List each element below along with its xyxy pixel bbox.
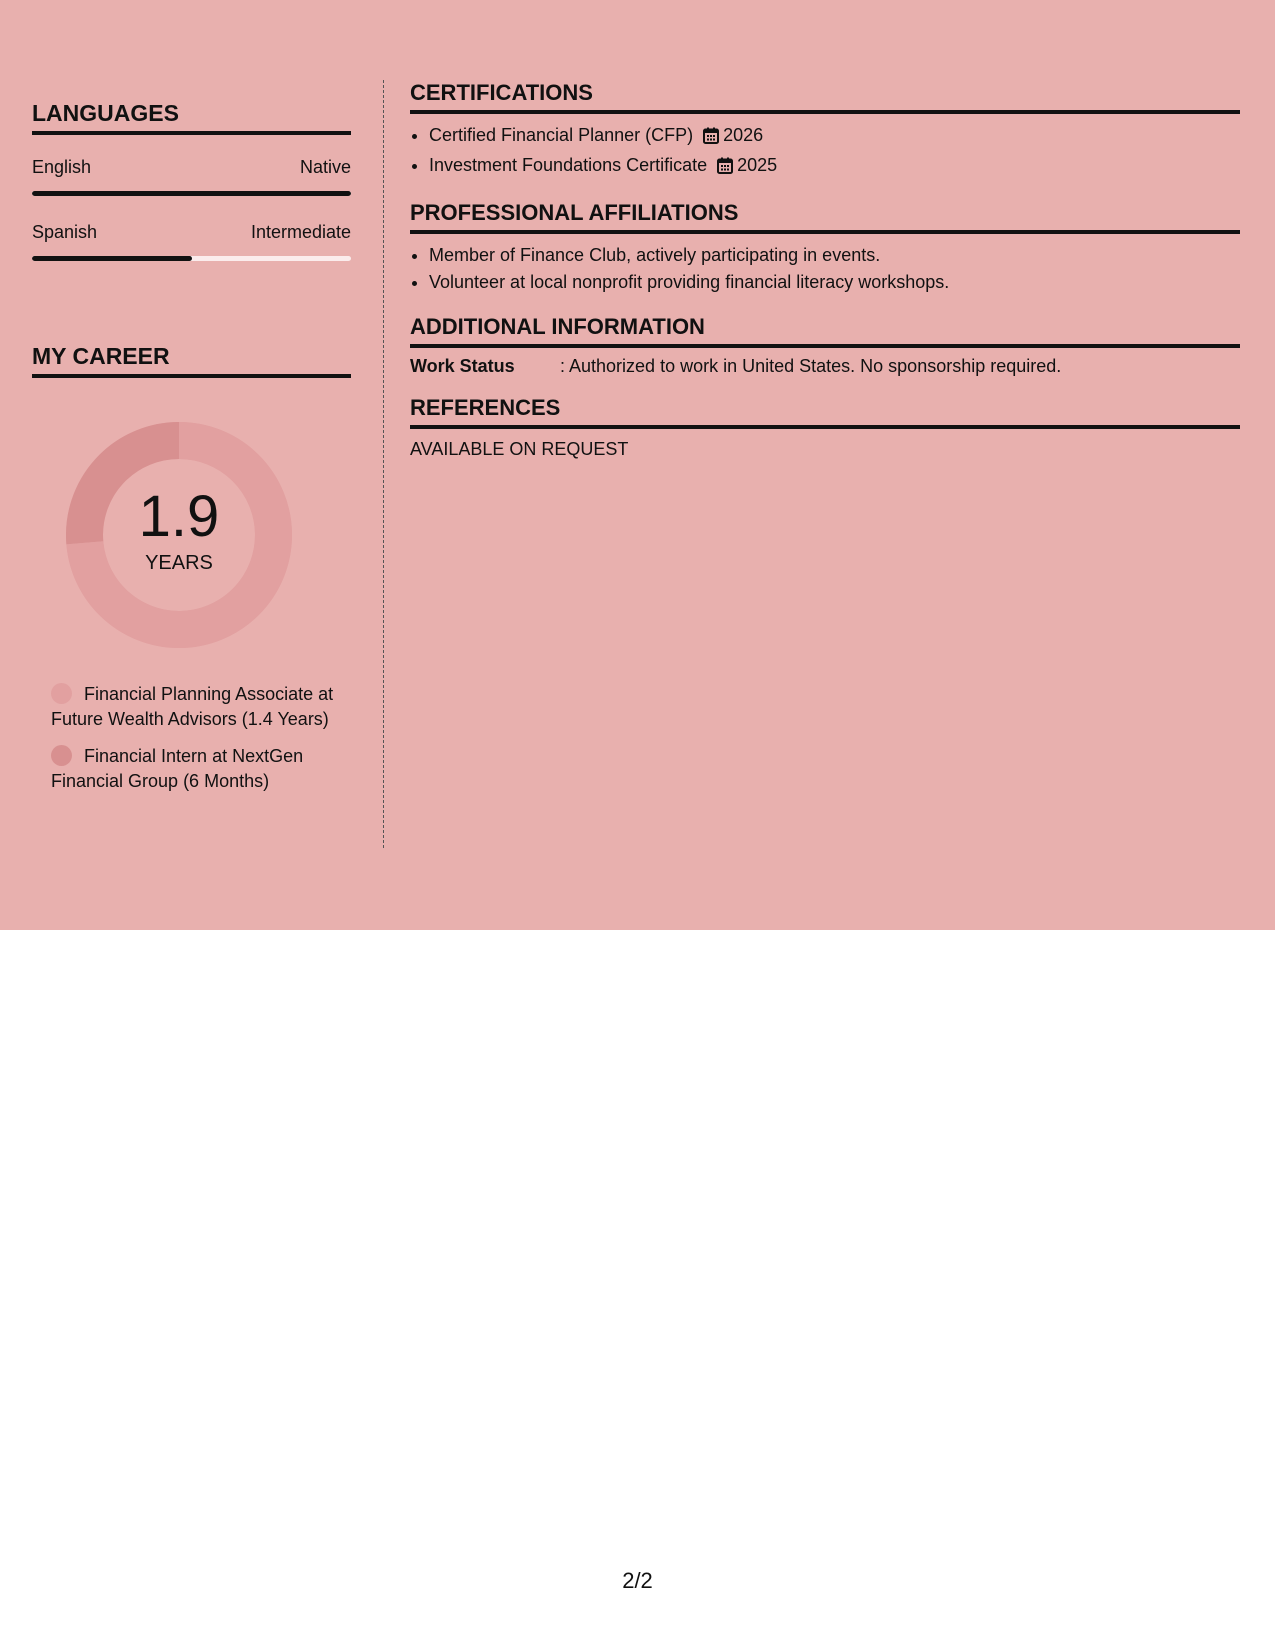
certification-name: Investment Foundations Certificate (429, 155, 708, 175)
references-heading: REFERENCES (410, 395, 1240, 429)
languages-heading: LANGUAGES (32, 100, 351, 135)
career-total-unit: YEARS (145, 551, 213, 574)
certification-item (429, 152, 1240, 182)
certification-name: Certified Financial Planner (CFP) (429, 125, 694, 145)
career-heading: MY CAREER (32, 343, 351, 378)
work-status-row (410, 356, 1240, 377)
legend-dot (51, 745, 72, 766)
career-total-value: 1.9 (138, 483, 220, 549)
language-name: Spanish (32, 222, 98, 242)
language-level: Intermediate (250, 222, 351, 242)
career-role-label: Financial Intern at NextGen Financial Group (6 Months) (51, 746, 304, 791)
affiliation-item: • Member of Finance Club, actively participating in events. (429, 242, 1240, 269)
certification-year: 2026 (723, 125, 764, 145)
left-column (32, 80, 351, 806)
page-number: 2/2 (622, 1568, 653, 1593)
certifications-list (410, 122, 1240, 182)
career-role-label: Financial Planning Associate at Future Wealth Advisors (1.4 Years) (51, 684, 334, 729)
affiliations-section (410, 200, 1240, 296)
language-proficiency-bar (32, 191, 351, 196)
language-name: English (32, 157, 92, 177)
additional-info-section (410, 314, 1240, 377)
work-status-label: Work Status (410, 356, 515, 376)
certification-year: 2025 (737, 155, 778, 175)
affiliations-list (410, 242, 1240, 296)
work-status-value: : Authorized to work in United States. No sponsorship required. (560, 356, 1062, 376)
certifications-section (410, 80, 1240, 182)
career-legend-item (51, 744, 341, 794)
calendar-icon (717, 155, 733, 182)
language-proficiency-bar (32, 256, 351, 261)
language-entry (32, 222, 351, 261)
language-proficiency-fill (32, 191, 351, 196)
language-proficiency-fill (32, 256, 192, 261)
certification-item (429, 122, 1240, 152)
career-legend-item (51, 682, 341, 732)
affiliation-item: • Volunteer at local nonprofit providing financial literacy workshops. (429, 269, 1240, 296)
certifications-heading: CERTIFICATIONS (410, 80, 1240, 114)
calendar-icon (703, 125, 719, 152)
references-section (410, 395, 1240, 460)
references-text: AVAILABLE ON REQUEST (410, 439, 629, 459)
additional-info-heading: ADDITIONAL INFORMATION (410, 314, 1240, 348)
right-column (410, 80, 1240, 478)
career-legend (51, 682, 341, 794)
legend-dot (51, 683, 72, 704)
language-entry (32, 157, 351, 196)
career-donut-chart (66, 422, 292, 648)
affiliations-heading: PROFESSIONAL AFFILIATIONS (410, 200, 1240, 234)
language-level: Native (299, 157, 351, 177)
column-divider (383, 80, 384, 848)
